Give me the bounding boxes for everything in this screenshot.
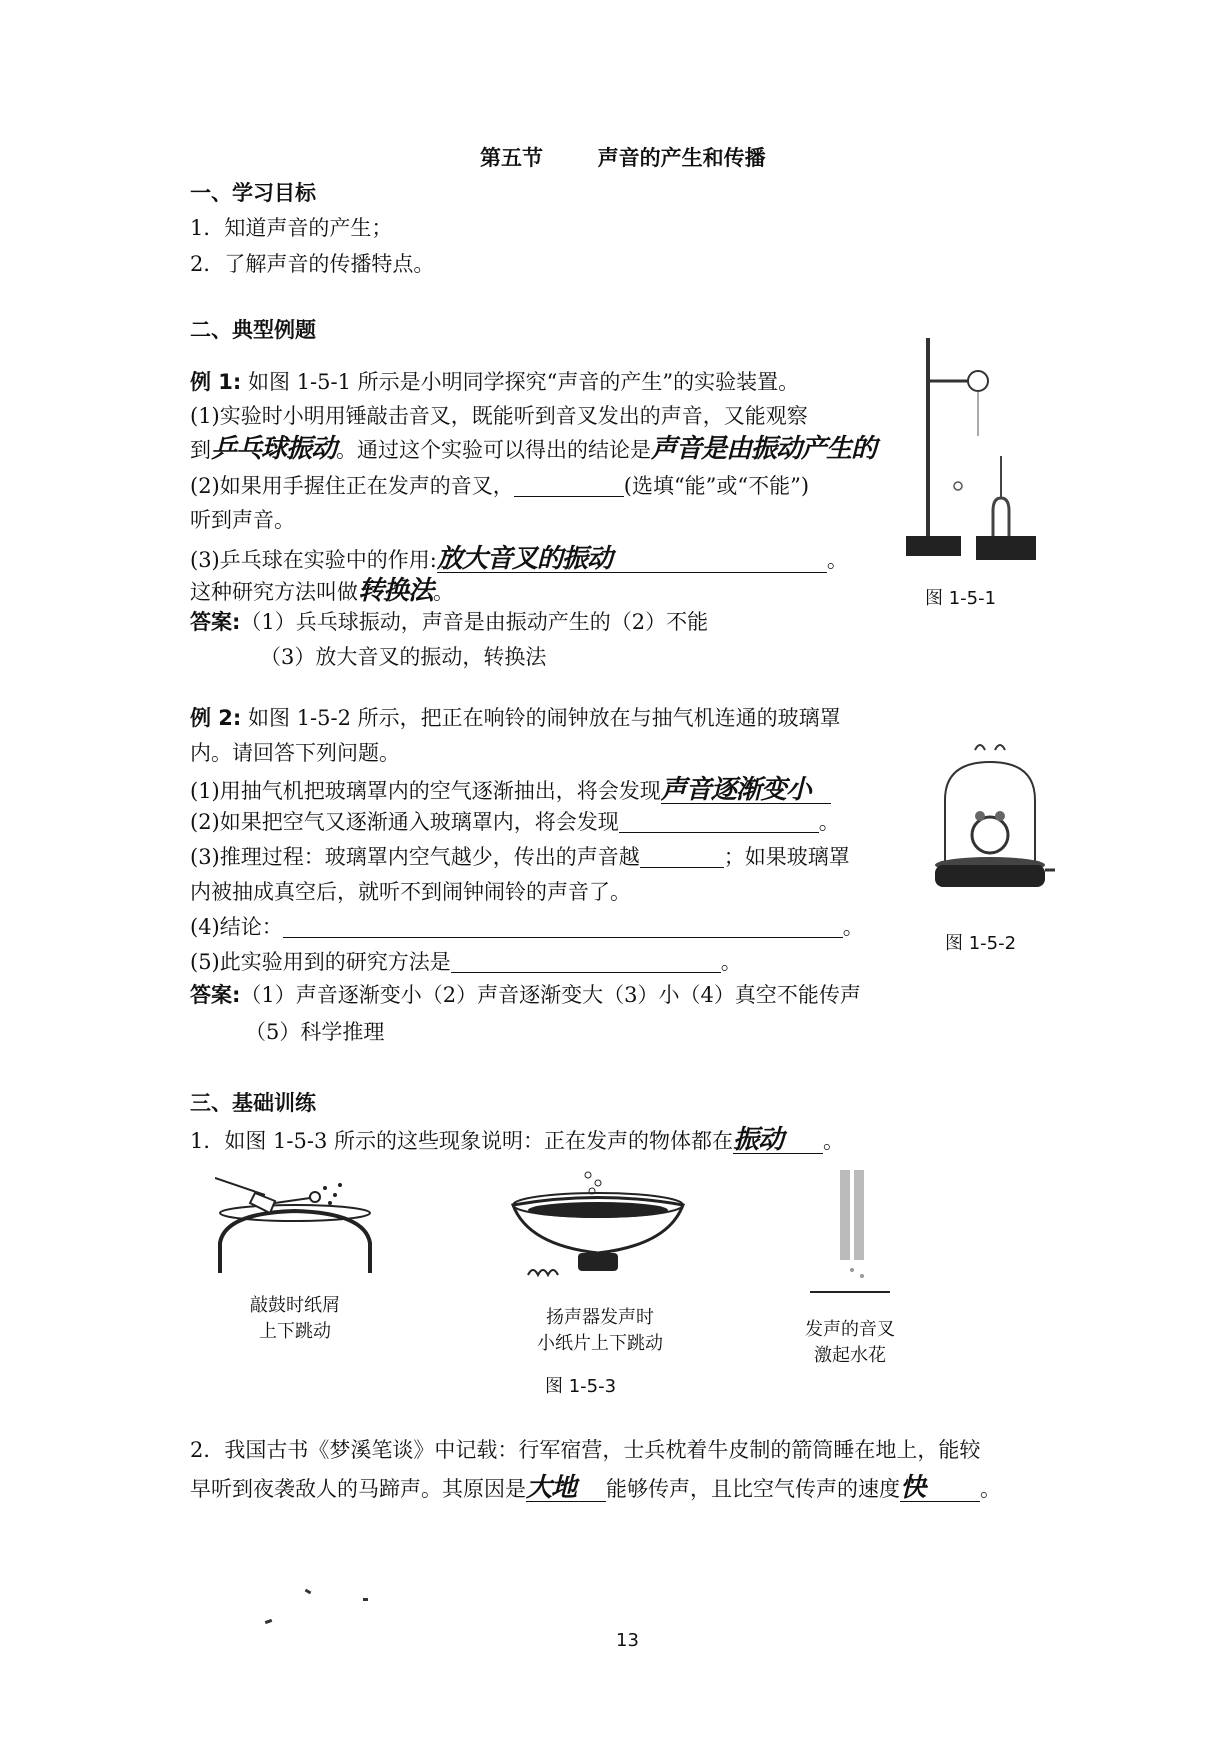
caption-line: 敲鼓时纸屑 <box>250 1295 340 1316</box>
handwritten-answer: 转换法 <box>358 576 434 606</box>
answer-text: （1）兵乓球振动，声音是由振动产生的（2）不能 <box>240 610 709 634</box>
text-fragment: 。 <box>822 1129 844 1153</box>
example-2-q1 <box>190 777 831 804</box>
goal-item-2: 2．了解声音的传播特点。 <box>190 252 435 276</box>
text-fragment: (2)如果把空气又逐渐通入玻璃罩内，将会发现 <box>190 810 619 834</box>
figure-1-5-3-caption: 图 1-5-3 <box>545 1376 617 1397</box>
caption-line: 激起水花 <box>814 1345 886 1366</box>
handwritten-answer: 乒乓球振动 <box>211 434 337 464</box>
figure-1-5-2-bell-jar <box>925 740 1055 900</box>
goal-item-1: 1．知道声音的产生； <box>190 216 393 240</box>
scan-speck <box>305 1589 312 1595</box>
example-2-q2 <box>190 812 840 833</box>
training-q2-line1: 2．我国古书《梦溪笔谈》中记载：行军宿营，士兵枕着牛皮制的箭筒睡在地上，能较 <box>190 1438 981 1462</box>
answer-blank[interactable] <box>619 812 819 833</box>
text-fragment: (4)结论： <box>190 915 283 939</box>
title-section-name: 声音的产生和传播 <box>597 146 766 170</box>
example-1-q2-line1 <box>190 476 809 497</box>
caption-line: 扬声器发声时 <box>546 1307 654 1328</box>
text-fragment: (选填“能”或“不能”) <box>623 474 810 498</box>
text-fragment: 1．如图 1-5-3 所示的这些现象说明：正在发声的物体都在 <box>190 1129 733 1153</box>
text-fragment: (2)如果用手握住正在发声的音叉， <box>190 474 514 498</box>
figure-drum-caption <box>230 1293 360 1345</box>
text-fragment: ；如果玻璃罩 <box>723 845 850 869</box>
example-2-stem-line1 <box>190 708 841 729</box>
example-1-answer-line2: （3）放大音叉的振动，转换法 <box>260 645 547 669</box>
example-2-q4 <box>190 917 864 938</box>
example-2-stem-line2: 内。请回答下列问题。 <box>190 741 400 765</box>
title-section-number: 第五节 <box>480 146 543 170</box>
example-2-text: 如图 1-5-2 所示，把正在响铃的闹钟放在与抽气机连通的玻璃罩 <box>248 706 841 730</box>
text-fragment: 。 <box>980 1477 1001 1501</box>
handwritten-answer: 声音逐渐变小 <box>661 777 831 804</box>
figure-1-5-1-caption: 图 1-5-1 <box>925 588 997 609</box>
figure-1-5-1-apparatus <box>898 336 1048 566</box>
training-q1 <box>190 1127 844 1154</box>
text-fragment: 。 <box>433 580 455 604</box>
handwritten-answer: 声音是由振动产生的 <box>651 434 877 464</box>
text-fragment: 。 <box>842 915 864 939</box>
figure-fork-caption <box>785 1317 915 1369</box>
page-number: 13 <box>616 1630 639 1651</box>
handwritten-answer: 放大音叉的振动 <box>437 546 827 573</box>
scan-speck <box>363 1598 368 1601</box>
example-1-stem <box>190 372 799 393</box>
example-1-q3-line2 <box>190 578 454 604</box>
example-1-answer-line1 <box>190 612 708 633</box>
text-fragment: (3)乒乓球在实验中的作用: <box>190 548 437 572</box>
example-1-label: 例 1: <box>190 370 242 394</box>
caption-line: 发声的音叉 <box>805 1319 895 1340</box>
text-fragment: (3)推理过程：玻璃罩内空气越少，传出的声音越 <box>190 845 640 869</box>
text-fragment: 。 <box>720 950 742 974</box>
answer-blank[interactable] <box>514 476 624 497</box>
text-fragment: 这种研究方法叫做 <box>190 580 358 604</box>
example-2-q3-line2: 内被抽成真空后，就听不到闹钟闹铃的声音了。 <box>190 880 631 904</box>
handwritten-answer: 振动 <box>733 1127 823 1154</box>
example-1-q1-line2 <box>190 436 876 462</box>
scan-speck <box>265 1619 273 1624</box>
figure-speaker-caption <box>510 1305 690 1357</box>
answer-blank[interactable] <box>283 917 843 938</box>
handwritten-answer: 大地 <box>526 1475 606 1502</box>
answer-text: （1）声音逐渐变小（2）声音逐渐变大（3）小（4）真空不能传声 <box>240 983 861 1007</box>
example-1-q3-line1 <box>190 546 848 573</box>
section-heading-examples: 二、典型例题 <box>190 318 316 342</box>
text-fragment: 早听到夜袭敌人的马蹄声。其原因是 <box>190 1477 526 1501</box>
text-fragment: (5)此实验用到的研究方法是 <box>190 950 451 974</box>
figure-1-5-2-caption: 图 1-5-2 <box>945 933 1017 954</box>
text-fragment: 。通过这个实验可以得出的结论是 <box>336 438 652 462</box>
figure-drum-paper-bits <box>215 1173 375 1278</box>
caption-line: 小纸片上下跳动 <box>537 1333 663 1354</box>
example-1-text: 如图 1-5-1 所示是小明同学探究“声音的产生”的实验装置。 <box>248 370 800 394</box>
figure-tuning-fork-water <box>810 1170 890 1300</box>
text-fragment: 。 <box>826 548 848 572</box>
example-2-answer-line2: （5）科学推理 <box>245 1020 385 1044</box>
example-2-answer-line1 <box>190 985 861 1006</box>
text-fragment: 能够传声，且比空气传声的速度 <box>606 1477 900 1501</box>
section-heading-training: 三、基础训练 <box>190 1091 316 1115</box>
example-2-q5 <box>190 952 742 973</box>
example-2-q3-line1 <box>190 847 850 868</box>
handwritten-answer: 快 <box>900 1475 980 1502</box>
page-title <box>480 148 766 169</box>
example-1-q1-line1: (1)实验时小明用锤敲击音叉，既能听到音叉发出的声音，又能观察 <box>190 404 808 428</box>
example-2-label: 例 2: <box>190 706 242 730</box>
caption-line: 上下跳动 <box>259 1321 331 1342</box>
example-1-q2-line2: 听到声音。 <box>190 508 295 532</box>
answer-blank[interactable] <box>451 952 721 973</box>
figure-speaker-paper-bits <box>508 1165 688 1285</box>
section-heading-goals: 一、学习目标 <box>190 181 316 205</box>
text-fragment: 到 <box>190 438 211 462</box>
answer-label: 答案: <box>190 610 241 634</box>
answer-label: 答案: <box>190 983 241 1007</box>
text-fragment: (1)用抽气机把玻璃罩内的空气逐渐抽出，将会发现 <box>190 779 661 803</box>
answer-blank[interactable] <box>640 847 724 868</box>
text-fragment: 。 <box>818 810 840 834</box>
training-q2-line2 <box>190 1475 1001 1502</box>
